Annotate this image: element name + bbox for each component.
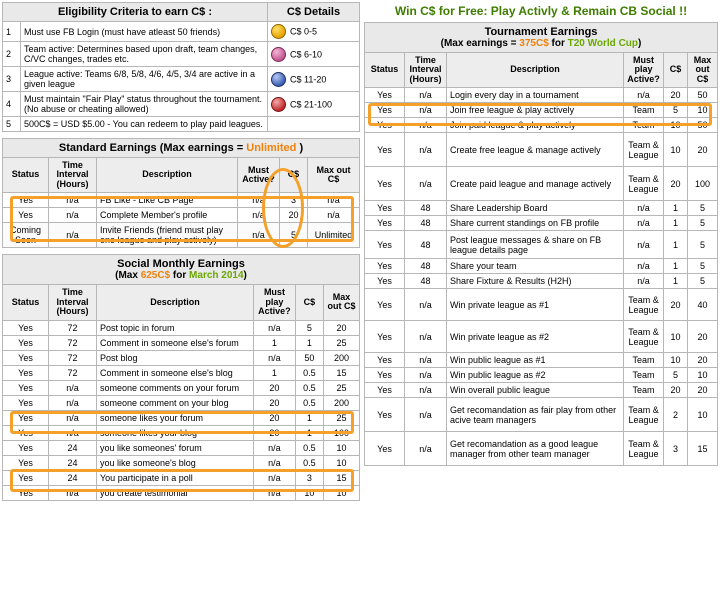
coin-detail [268, 117, 360, 132]
cell-maxout: n/a [307, 208, 359, 223]
table-row [3, 117, 360, 132]
table-row [3, 42, 360, 67]
table-row [3, 485, 360, 500]
row-text: Must use FB Login (must have atleast 50 friends) [21, 22, 268, 42]
table-row [365, 133, 718, 167]
cell-maxout: 10 [687, 368, 717, 383]
cell-interval: n/a [405, 398, 447, 432]
cell-cs: 5 [663, 368, 687, 383]
cell-description: Win private league as #1 [447, 289, 624, 321]
cell-interval: 24 [49, 470, 97, 485]
cell-active: Team & League [623, 398, 663, 432]
cell-active: n/a [253, 440, 295, 455]
cell-description: Share current standings on FB profile [447, 216, 624, 231]
cell-maxout: 25 [323, 335, 359, 350]
cell-description: someone comments on your forum [97, 380, 254, 395]
cell-interval: n/a [49, 395, 97, 410]
table-row [3, 208, 360, 223]
cell-active: 1 [253, 335, 295, 350]
cell-description: Login every day in a tournament [447, 88, 624, 103]
cell-cs: 3 [663, 432, 687, 466]
social-month: March 2014 [189, 270, 244, 282]
cell-interval: n/a [405, 88, 447, 103]
tournament-title-row [365, 23, 718, 53]
table-row [3, 410, 360, 425]
table-row [365, 432, 718, 466]
cell-status: Yes [365, 321, 405, 353]
cell-description: someone likes your blog [97, 425, 254, 440]
cell-interval: n/a [49, 193, 97, 208]
cell-active: 20 [253, 425, 295, 440]
cell-active: 20 [253, 395, 295, 410]
table-row [365, 88, 718, 103]
cell-description: Post league messages & share on FB league details page [447, 231, 624, 259]
col-description: Description [97, 158, 238, 193]
cell-active: Team & League [623, 167, 663, 201]
cell-active: n/a [253, 455, 295, 470]
cell-interval: n/a [405, 353, 447, 368]
coin-detail: C$ 0-5 [268, 22, 360, 42]
table-row [3, 350, 360, 365]
table-row [365, 167, 718, 201]
cell-maxout: 200 [323, 350, 359, 365]
cell-interval: n/a [405, 118, 447, 133]
table-row [3, 440, 360, 455]
cell-maxout: 40 [687, 289, 717, 321]
cell-cs: 20 [663, 88, 687, 103]
cell-description: you like someones' forum [97, 440, 254, 455]
cell-status: Yes [365, 88, 405, 103]
cell-description: FB Like - Like CB Page [97, 193, 238, 208]
cell-status: Yes [365, 216, 405, 231]
cell-status: Yes [3, 335, 49, 350]
table-row [365, 353, 718, 368]
col-description: Description [447, 53, 624, 88]
coin-detail: C$ 21-100 [268, 92, 360, 117]
social-title-row [3, 255, 360, 285]
cell-cs: 10 [663, 321, 687, 353]
col-maxout: Max out C$ [307, 158, 359, 193]
cell-cs: 1 [663, 201, 687, 216]
row-number: 1 [3, 22, 21, 42]
cell-cs: 0.5 [295, 395, 323, 410]
cell-cs: 1 [295, 335, 323, 350]
table-row [3, 67, 360, 92]
cell-cs: 2 [663, 398, 687, 432]
cell-interval: 48 [405, 231, 447, 259]
cell-status: Yes [3, 380, 49, 395]
cell-interval: n/a [49, 485, 97, 500]
table-row [3, 425, 360, 440]
cell-maxout: 20 [687, 353, 717, 368]
cell-maxout: 10 [323, 485, 359, 500]
cell-interval: n/a [405, 368, 447, 383]
eligibility-table [2, 2, 360, 132]
table-row [365, 321, 718, 353]
cell-cs: 0.5 [295, 380, 323, 395]
cell-status: Yes [3, 365, 49, 380]
table-row [3, 92, 360, 117]
right-column [364, 2, 718, 608]
cell-maxout: n/a [307, 193, 359, 208]
cell-active: n/a [253, 485, 295, 500]
cell-cs: 5 [295, 320, 323, 335]
cell-status: Yes [365, 432, 405, 466]
col-status: Status [365, 53, 405, 88]
cell-interval: n/a [405, 103, 447, 118]
cell-cs: 1 [663, 274, 687, 289]
social-title: Social Monthly Earnings (Max 625C$ for March 2014) [3, 255, 360, 285]
cell-cs: 10 [295, 485, 323, 500]
cell-interval: 48 [405, 201, 447, 216]
tournament-column-headers [365, 53, 718, 88]
tournament-event: T20 World Cup [567, 38, 639, 49]
tournament-earnings-table [364, 22, 718, 466]
cell-description: Share Leadership Board [447, 201, 624, 216]
cell-description: Win private league as #2 [447, 321, 624, 353]
cell-cs: 50 [295, 350, 323, 365]
cell-active: n/a [623, 216, 663, 231]
cell-maxout: 20 [323, 320, 359, 335]
cell-interval: n/a [405, 383, 447, 398]
cell-status: Yes [3, 455, 49, 470]
cell-status: Yes [3, 193, 49, 208]
cell-description: Comment in someone else's forum [97, 335, 254, 350]
cell-description: Create free league & manage actively [447, 133, 624, 167]
cell-status: Yes [3, 410, 49, 425]
col-interval: Time Interval (Hours) [49, 158, 97, 193]
cell-active: Team [623, 383, 663, 398]
cell-status: Yes [3, 350, 49, 365]
cell-cs: 20 [279, 208, 307, 223]
cell-maxout: 200 [323, 395, 359, 410]
cell-active: n/a [237, 223, 279, 248]
cell-active: Team [623, 103, 663, 118]
cell-interval: n/a [405, 432, 447, 466]
table-row [365, 118, 718, 133]
cell-cs: 1 [295, 425, 323, 440]
cell-active: Team & League [623, 289, 663, 321]
cell-maxout: 100 [687, 167, 717, 201]
col-cs: C$ [663, 53, 687, 88]
cell-description: Win public league as #1 [447, 353, 624, 368]
cell-cs: 3 [279, 193, 307, 208]
cell-maxout: 25 [323, 410, 359, 425]
cell-status: Yes [365, 383, 405, 398]
coin-detail: C$ 11-20 [268, 67, 360, 92]
table-row [365, 383, 718, 398]
cell-status: Yes [365, 289, 405, 321]
col-maxout: Max out C$ [687, 53, 717, 88]
cell-status: Yes [365, 118, 405, 133]
table-row [365, 216, 718, 231]
cell-maxout: 15 [323, 470, 359, 485]
cell-active: 20 [253, 380, 295, 395]
cell-status: Yes [3, 440, 49, 455]
cell-interval: 24 [49, 440, 97, 455]
cell-maxout: Unlimited [307, 223, 359, 248]
cell-maxout: 10 [687, 398, 717, 432]
col-cs: C$ [279, 158, 307, 193]
cell-interval: n/a [49, 223, 97, 248]
cell-active: n/a [253, 470, 295, 485]
eligibility-header-row [3, 3, 360, 22]
cell-active: n/a [623, 201, 663, 216]
cell-status: Coming Soon [3, 223, 49, 248]
cell-description: you like someone's blog [97, 455, 254, 470]
table-row [365, 103, 718, 118]
table-row [365, 274, 718, 289]
cell-description: Comment in someone else's blog [97, 365, 254, 380]
coin-icon [271, 72, 286, 87]
cell-active: Team & League [623, 133, 663, 167]
cell-description: Share your team [447, 259, 624, 274]
cell-status: Yes [365, 167, 405, 201]
tournament-max-value: 375C$ [519, 38, 549, 49]
social-max-value: 625C$ [140, 270, 171, 282]
cell-status: Yes [365, 398, 405, 432]
col-maxout: Max out C$ [323, 285, 359, 320]
cell-status: Yes [365, 103, 405, 118]
cell-cs: 1 [295, 410, 323, 425]
table-row [365, 259, 718, 274]
cell-interval: 24 [49, 455, 97, 470]
tournament-subtitle: (Max earnings = 375C$ for T20 World Cup) [440, 38, 642, 49]
cell-description: Win public league as #2 [447, 368, 624, 383]
table-row [3, 380, 360, 395]
cell-cs: 0.5 [295, 440, 323, 455]
table-row [3, 395, 360, 410]
col-description: Description [97, 285, 254, 320]
cell-active: Team [623, 368, 663, 383]
cell-maxout: 5 [687, 259, 717, 274]
promo-banner: Win C$ for Free: Play Activly & Remain CB Social !! [394, 4, 688, 18]
cell-interval: n/a [405, 321, 447, 353]
cell-cs: 0.5 [295, 365, 323, 380]
coin-icon [271, 47, 286, 62]
cell-status: Yes [3, 470, 49, 485]
table-row [365, 201, 718, 216]
col-cs: C$ [295, 285, 323, 320]
cell-maxout: 20 [687, 383, 717, 398]
cell-interval: n/a [49, 425, 97, 440]
cell-interval: 72 [49, 335, 97, 350]
row-number: 4 [3, 92, 21, 117]
standard-max-value: Unlimited [246, 142, 297, 154]
table-row [3, 22, 360, 42]
col-status: Status [3, 158, 49, 193]
tournament-title: Tournament Earnings (Max earnings = 375C$ for T20 World Cup) [365, 23, 718, 53]
cell-maxout: 50 [687, 88, 717, 103]
cell-interval: n/a [405, 133, 447, 167]
cell-active: n/a [623, 274, 663, 289]
cell-status: Yes [365, 353, 405, 368]
row-text: 500C$ = USD $5.00 - You can redeem to play paid leagues. [21, 117, 268, 132]
cell-interval: 48 [405, 216, 447, 231]
cell-status: Yes [365, 231, 405, 259]
cell-cs: 0.5 [295, 455, 323, 470]
cell-cs: 20 [663, 167, 687, 201]
table-row [365, 398, 718, 432]
row-text: Must maintain "Fair Play" status throughout the tournament. (No abuse or cheating allowed) [21, 92, 268, 117]
cell-interval: n/a [405, 289, 447, 321]
cell-maxout: 5 [687, 274, 717, 289]
cell-cs: 1 [663, 259, 687, 274]
cell-active: Team & League [623, 321, 663, 353]
table-row [365, 368, 718, 383]
social-earnings-table [2, 254, 360, 500]
social-column-headers [3, 285, 360, 320]
cell-maxout: 5 [687, 216, 717, 231]
cell-description: Join free league & play actively [447, 103, 624, 118]
cell-maxout: 15 [323, 365, 359, 380]
cell-description: Share Fixture & Results (H2H) [447, 274, 624, 289]
cell-status: Yes [365, 274, 405, 289]
row-number: 2 [3, 42, 21, 67]
cell-description: Get recomandation as fair play from other acive team managers [447, 398, 624, 432]
standard-title-row [3, 139, 360, 158]
table-row [3, 470, 360, 485]
cell-active: Team & League [623, 432, 663, 466]
cell-interval: 48 [405, 274, 447, 289]
cell-active: n/a [623, 88, 663, 103]
cell-active: n/a [623, 231, 663, 259]
cell-active: n/a [237, 208, 279, 223]
cell-interval: n/a [49, 410, 97, 425]
cell-cs: 5 [663, 103, 687, 118]
row-text: League active: Teams 6/8, 5/8, 4/6, 4/5, 3/4 are active in a given league [21, 67, 268, 92]
col-must-active: Must Active? [237, 158, 279, 193]
cell-status: Yes [365, 259, 405, 274]
table-row [3, 320, 360, 335]
cell-maxout: 100 [323, 425, 359, 440]
left-column [2, 2, 360, 608]
cell-maxout: 10 [323, 440, 359, 455]
standard-earnings-table [2, 138, 360, 248]
cell-description: Post blog [97, 350, 254, 365]
row-number: 3 [3, 67, 21, 92]
eligibility-header: Eligibility Criteria to earn C$ : [3, 3, 268, 22]
cell-maxout: 25 [323, 380, 359, 395]
social-subtitle: (Max 625C$ for March 2014) [115, 270, 247, 282]
cell-cs: 10 [663, 133, 687, 167]
standard-column-headers [3, 158, 360, 193]
cell-maxout: 10 [687, 103, 717, 118]
cell-status: Yes [3, 485, 49, 500]
table-row [365, 231, 718, 259]
cell-cs: 20 [663, 383, 687, 398]
table-row [3, 223, 360, 248]
cell-active: n/a [253, 350, 295, 365]
table-row [365, 289, 718, 321]
table-row [3, 365, 360, 380]
cell-maxout: 20 [687, 133, 717, 167]
cell-active: 20 [253, 410, 295, 425]
cell-cs: 20 [663, 289, 687, 321]
table-row [3, 193, 360, 208]
cell-interval: 72 [49, 320, 97, 335]
cell-description: someone comment on your blog [97, 395, 254, 410]
cell-status: Yes [3, 320, 49, 335]
cell-description: You participate in a poll [97, 470, 254, 485]
col-must-play-active: Must play Active? [253, 285, 295, 320]
cell-active: n/a [237, 193, 279, 208]
cell-cs: 1 [663, 216, 687, 231]
cell-cs: 3 [295, 470, 323, 485]
cell-cs: 1 [663, 231, 687, 259]
cell-description: Create paid league and manage actively [447, 167, 624, 201]
cell-active: n/a [253, 320, 295, 335]
cell-description: you create testimonial [97, 485, 254, 500]
cell-interval: n/a [49, 380, 97, 395]
cell-status: Yes [365, 201, 405, 216]
cell-maxout: 5 [687, 231, 717, 259]
col-status: Status [3, 285, 49, 320]
cell-description: someone likes your forum [97, 410, 254, 425]
cell-maxout: 15 [687, 432, 717, 466]
cell-active: Team [623, 353, 663, 368]
cell-cs: 10 [663, 118, 687, 133]
eligibility-details-header: C$ Details [268, 3, 360, 22]
cell-cs: 5 [279, 223, 307, 248]
cell-description: Win overall public league [447, 383, 624, 398]
cell-active: 1 [253, 365, 295, 380]
table-row [3, 455, 360, 470]
cell-description: Join paid league & play actively [447, 118, 624, 133]
cell-status: Yes [365, 133, 405, 167]
cell-active: n/a [623, 259, 663, 274]
row-text: Team active: Determines based upon draft, team changes, C/VC changes, trades etc. [21, 42, 268, 67]
cell-interval: 72 [49, 350, 97, 365]
cell-description: Complete Member's profile [97, 208, 238, 223]
cell-description: Get recomandation as a good league manager from other team manager [447, 432, 624, 466]
cell-status: Yes [3, 425, 49, 440]
coin-icon [271, 24, 286, 39]
table-row [3, 335, 360, 350]
coin-icon [271, 97, 286, 112]
cell-cs: 10 [663, 353, 687, 368]
row-number: 5 [3, 117, 21, 132]
standard-title: Standard Earnings (Max earnings = Unlimited ) [3, 139, 360, 158]
cell-maxout: 5 [687, 201, 717, 216]
cell-description: Post topic in forum [97, 320, 254, 335]
cell-interval: 72 [49, 365, 97, 380]
cell-status: Yes [365, 368, 405, 383]
coin-detail: C$ 6-10 [268, 42, 360, 67]
cell-maxout: 10 [323, 455, 359, 470]
col-interval: Time Interval (Hours) [49, 285, 97, 320]
cell-maxout: 20 [687, 321, 717, 353]
cell-interval: 48 [405, 259, 447, 274]
cell-interval: n/a [49, 208, 97, 223]
cell-maxout: 50 [687, 118, 717, 133]
cell-description: Invite Friends (friend must play one league and play actively) [97, 223, 238, 248]
cell-status: Yes [3, 208, 49, 223]
cell-status: Yes [3, 395, 49, 410]
cell-interval: n/a [405, 167, 447, 201]
cell-active: Team [623, 118, 663, 133]
col-interval: Time Interval (Hours) [405, 53, 447, 88]
col-must-play-active: Must play Active? [623, 53, 663, 88]
